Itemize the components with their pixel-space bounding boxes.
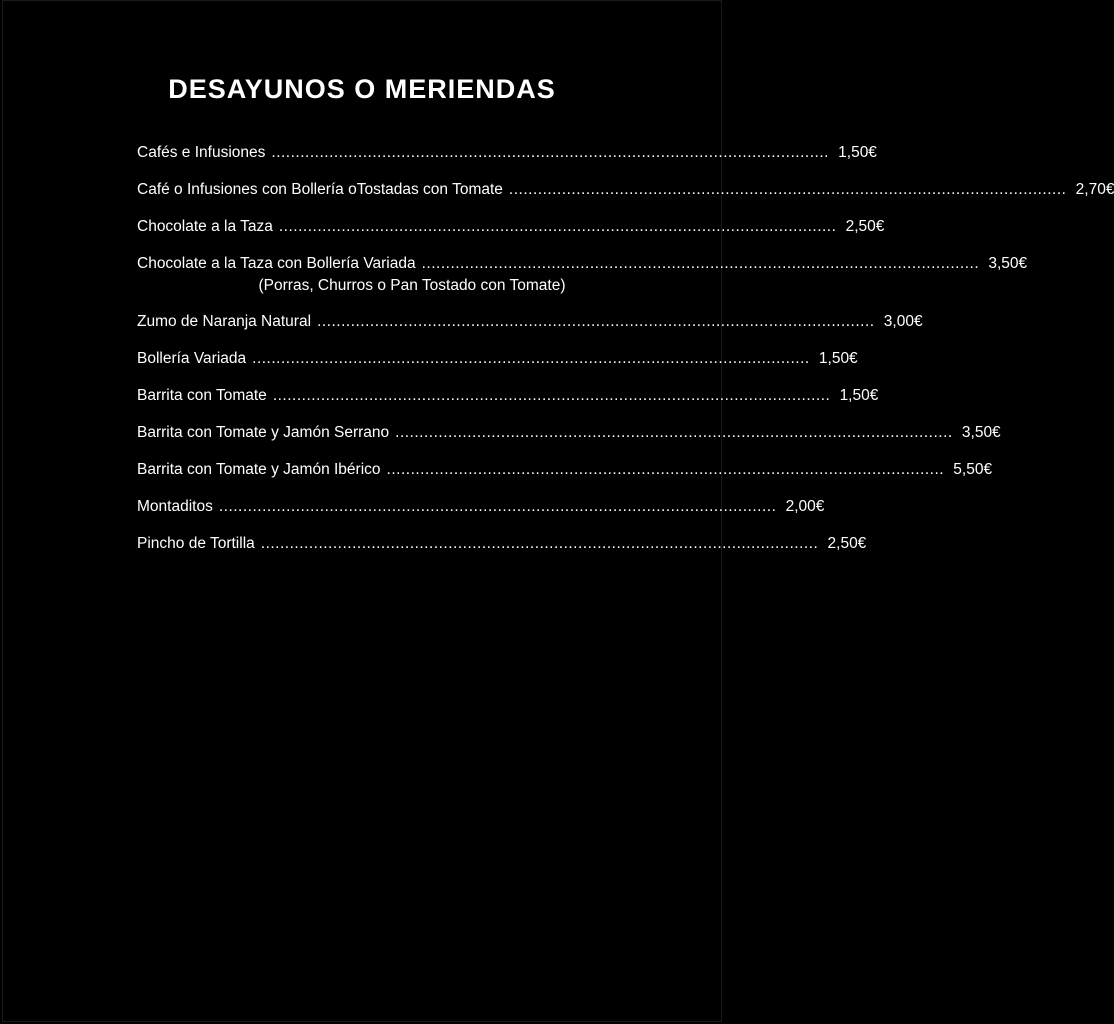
leader-dots: .................................................................................................................... [395, 424, 953, 441]
menu-item-price: 2,50€ [827, 535, 867, 552]
menu-item-price: 1,50€ [839, 387, 879, 404]
leader-dots: .................................................................................................................... [218, 498, 777, 515]
menu-item-name: Montaditos [137, 498, 213, 515]
menu-item-price: 3,50€ [961, 424, 1001, 441]
menu-item [137, 533, 867, 555]
page-title: DESAYUNOS O MERIENDAS [168, 74, 556, 104]
menu-item-price: 2,50€ [845, 218, 885, 235]
menu-item-price: 3,00€ [883, 313, 923, 330]
menu-item-name: Bollería Variada [137, 350, 247, 367]
menu-item [137, 253, 1028, 297]
menu-item-name: Pincho de Tortilla [137, 535, 255, 552]
menu-item-note: (Porras, Churros o Pan Tostado con Tomate) [258, 277, 566, 294]
menu-item-name: Barrita con Tomate [137, 387, 267, 404]
menu-item-name: Barrita con Tomate y Jamón Ibérico [137, 461, 381, 478]
menu-item [137, 348, 858, 370]
menu-item [137, 311, 923, 333]
menu-list [137, 142, 1114, 570]
leader-dots: .................................................................................................................... [272, 387, 831, 404]
leader-dots: .................................................................................................................... [386, 461, 945, 478]
menu-item [137, 496, 825, 518]
menu-item-price: 5,50€ [953, 461, 993, 478]
menu-item-price: 1,50€ [838, 144, 877, 161]
leader-dots: .................................................................................................................... [508, 181, 1067, 198]
leader-dots: .................................................................................................................... [278, 218, 837, 235]
menu-item-name: Zumo de Naranja Natural [137, 313, 312, 330]
leader-dots: .................................................................................................................... [252, 350, 810, 367]
menu-item [137, 216, 885, 238]
leader-dots: .................................................................................................................... [421, 255, 980, 272]
menu-item [137, 179, 1114, 201]
menu-item-name: Chocolate a la Taza [137, 218, 273, 235]
leader-dots: .................................................................................................................... [260, 535, 819, 552]
menu-item-price: 1,50€ [818, 350, 858, 367]
menu-item [137, 385, 879, 407]
menu-item-name: Cafés e Infusiones [137, 144, 266, 161]
menu-item [137, 142, 877, 164]
menu-item-price: 2,70€ [1075, 181, 1114, 198]
menu-item-name: Chocolate a la Taza con Bollería Variada [137, 255, 416, 272]
leader-dots: .................................................................................................................... [317, 313, 875, 330]
menu-item-name: Barrita con Tomate y Jamón Serrano [137, 424, 390, 441]
leader-dots: .................................................................................................................... [271, 144, 829, 161]
menu-item-price: 2,00€ [785, 498, 825, 515]
menu-item-price: 3,50€ [988, 255, 1028, 272]
menu-item [137, 422, 1001, 444]
menu-item-name: Café o Infusiones con Bollería oTostadas con Tomate [137, 181, 503, 198]
menu-item [137, 459, 993, 481]
